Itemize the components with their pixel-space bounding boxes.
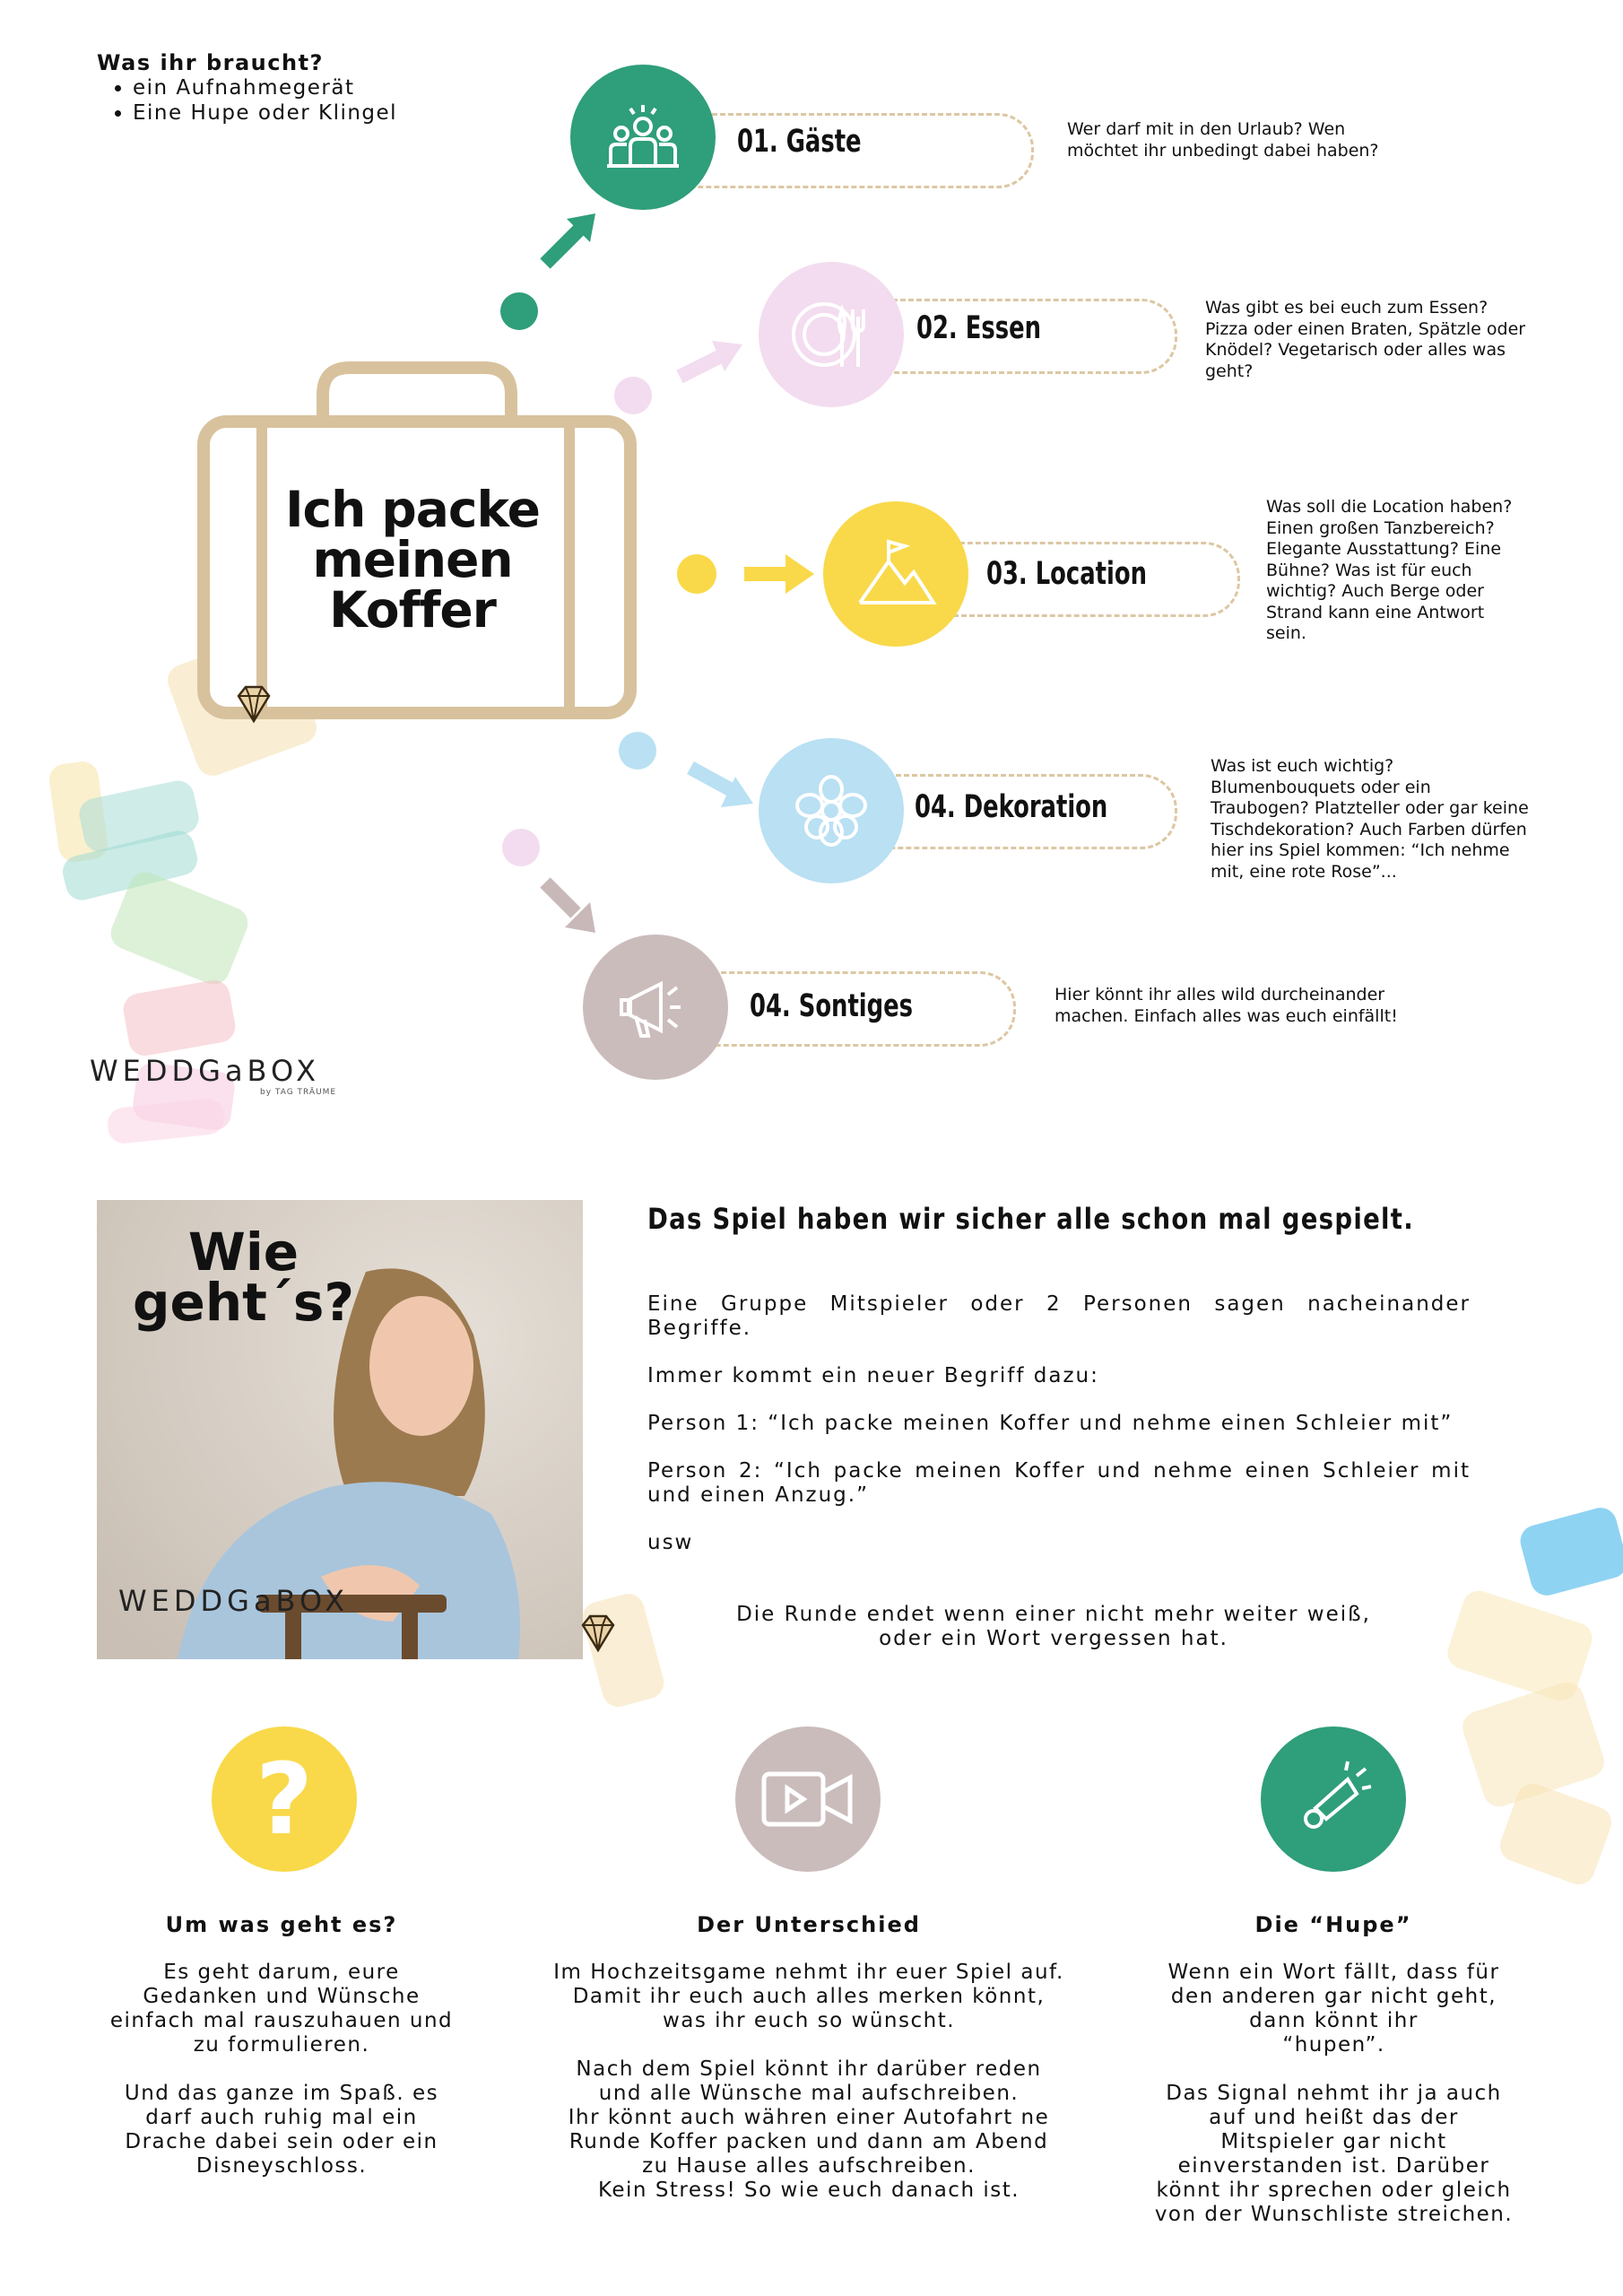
- paragraph: Immer kommt ein neuer Begriff dazu:: [647, 1364, 1099, 1387]
- logo-text: WEDDGaBOX: [90, 1054, 320, 1088]
- arrow-icon: [538, 875, 601, 938]
- step-description: Wer darf mit in den Urlaub? Wen möchtet ihr unbedingt dabei haben?: [1067, 119, 1379, 161]
- column-title: Um was geht es?: [165, 1912, 398, 1937]
- arrow-icon: [744, 554, 816, 594]
- paragraph: Person 1: “Ich packe meinen Koffer und nehme einen Schleier mit”: [647, 1412, 1454, 1435]
- photo-title: [133, 1222, 355, 1333]
- paragraph: usw: [647, 1531, 694, 1554]
- step-description: Hier könnt ihr alles wild durcheinander machen. Einfach alles was euch einfällt!: [1055, 985, 1398, 1026]
- suitcase-title-line: meinen: [312, 531, 513, 588]
- connector-dot: [619, 732, 656, 770]
- suitcase-title-line: Koffer: [329, 581, 496, 639]
- paragraph: Person 2: “Ich packe meinen Koffer und nehme einen Schleier mit und einen Anzug.”: [647, 1459, 1471, 1507]
- group-icon: [598, 92, 688, 182]
- step-circle: [583, 935, 728, 1080]
- plate-cutlery-icon: [786, 290, 876, 379]
- section-title: Das Spiel haben wir sicher alle schon mal gespielt.: [647, 1202, 1414, 1236]
- step-circle: [823, 501, 968, 647]
- column-title: Die “Hupe”: [1254, 1912, 1412, 1937]
- flower-icon: [786, 766, 876, 856]
- horn-icon: [1289, 1754, 1378, 1844]
- photo-title-line: Wie: [187, 1222, 299, 1283]
- column-title: Der Unterschied: [697, 1912, 921, 1937]
- suitcase-title: [260, 481, 565, 639]
- arrow-icon: [674, 334, 746, 387]
- step-circle: [570, 65, 716, 210]
- step-label: 04. Sontiges: [750, 988, 914, 1024]
- mountain-flag-icon: [851, 529, 941, 619]
- connector-dot: [614, 377, 652, 414]
- photo-title-line: geht´s?: [133, 1272, 355, 1333]
- requirement-item: • Eine Hupe oder Klingel: [133, 100, 397, 126]
- column-icon-circle: [1261, 1726, 1406, 1872]
- column-text: Im Hochzeitsgame nehmt ihr euer Spiel auf. Damit ihr euch auch alles merken könnt, was ihr euch so wünscht. Nach dem Spiel könnt ihr darüber reden und alle Wünsche mal aufschreiben. Ihr könnt auch währen einer Autofahrt ne Runde Koffer packen und dann am Abend zu Hause alles aufschreiben. Kein Stress! So wie euch danach ist.: [553, 1961, 1064, 2202]
- megaphone-icon: [611, 962, 700, 1052]
- arrow-icon: [685, 759, 757, 813]
- step-label: 02. Essen: [916, 310, 1042, 346]
- connector-dot: [502, 829, 540, 866]
- step-description: Was ist euch wichtig? Blumenbouquets oder ein Traubogen? Platzteller oder gar keine Tischdekoration? Auch Farben dürfen hier ins Spiel kommen: “Ich nehme mit, eine rote Rose”...: [1211, 756, 1529, 882]
- logo-subtext: by TAG TRÄUME: [260, 1088, 337, 1097]
- connector-dot: [500, 292, 538, 330]
- photo-logo-text: WEDDGaBOX: [118, 1584, 349, 1618]
- step-label: 03. Location: [986, 556, 1147, 592]
- photo-card: [97, 1200, 583, 1659]
- closing-text: Die Runde endet wenn einer nicht mehr weiter weiß, oder ein Wort vergessen hat.: [736, 1603, 1371, 1650]
- column-icon-circle: [735, 1726, 881, 1872]
- question-icon: ?: [256, 1742, 313, 1857]
- video-camera-icon: [759, 1763, 857, 1835]
- requirement-item: • ein Aufnahmegerät: [133, 75, 397, 100]
- requirements-title: Was ihr braucht?: [97, 50, 324, 75]
- column-icon-circle: [212, 1726, 357, 1872]
- column-text: Es geht darum, eure Gedanken und Wünsche einfach mal rauszuhauen und zu formulieren. Und das ganze im Spaß. es darf auch ruhig mal ein Drache dabei sein oder ein Disneyschloss.: [109, 1961, 454, 2178]
- step-description: Was soll die Location haben? Einen großen Tanzbereich? Elegante Ausstattung? Eine Bühne? Was ist für euch wichtig? Auch Berge oder Strand kann eine Antwort sein.: [1266, 497, 1513, 643]
- arrow-icon: [534, 203, 606, 274]
- step-label: 04. Dekoration: [915, 789, 1108, 825]
- diamond-icon: [576, 1611, 621, 1656]
- column-text: Wenn ein Wort fällt, dass für den anderen gar nicht geht, dann könnt ihr “hupen”. Das Signal nehmt ihr ja auch auf und heißt das der Mitspieler gar nicht einverstanden ist. Darüber könnt ihr sprechen oder gleich von der Wunschliste streichen.: [1154, 1961, 1514, 2226]
- requirements-list: [97, 50, 397, 126]
- step-label: 01. Gäste: [737, 124, 862, 160]
- suitcase-title-line: Ich packe: [285, 481, 540, 538]
- paragraph: Eine Gruppe Mitspieler oder 2 Personen sagen nacheinander Begriffe.: [647, 1292, 1471, 1340]
- step-circle: [759, 262, 904, 407]
- connector-dot: [677, 554, 716, 594]
- step-description: Was gibt es bei euch zum Essen? Pizza oder einen Braten, Spätzle oder Knödel? Vegetarisch oder alles was geht?: [1205, 298, 1526, 381]
- brand-logo: [90, 1054, 336, 1097]
- diamond-icon: [231, 682, 276, 726]
- step-circle: [759, 738, 904, 883]
